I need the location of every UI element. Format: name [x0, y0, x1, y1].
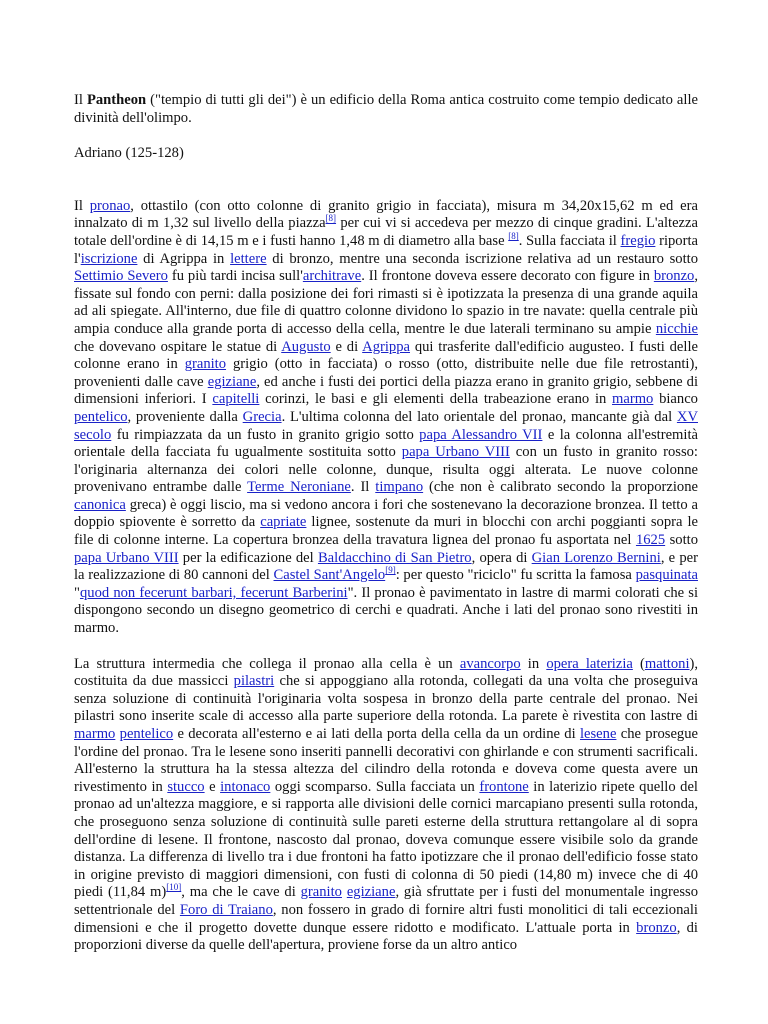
- text-run: , e per la realizzazione di 80 cannoni del: [74, 549, 699, 584]
- text-run: , ed anche i fusti dei portici della piazza erano in granito grigio, sebbene di dimensioni inferiori. I: [74, 373, 699, 408]
- text-run: in: [520, 655, 547, 672]
- wiki-link[interactable]: timpano: [375, 479, 424, 496]
- wiki-link[interactable]: 1625: [635, 532, 666, 549]
- paragraph-pronao: [74, 198, 698, 638]
- text-run: grigio (otto in facciata) o rosso (otto, distribuite nelle due file retrostanti), provenienti dalle cave: [74, 356, 698, 390]
- wiki-link[interactable]: Terme Neroniane: [247, 479, 351, 496]
- text-run: che dovevano ospitare le statue di: [74, 338, 282, 355]
- text-run: , ma che le cave di: [181, 884, 301, 901]
- text-run: e di: [330, 338, 363, 355]
- text-run: ". Il pronao è pavimentato in lastre di marmi colorati che si dispongono secondo un disegno geometrico di cerchi e quadrati. Anche i lati del pronao sono rivestiti in marmo.: [74, 584, 698, 637]
- wiki-link[interactable]: pentelico: [74, 408, 128, 425]
- text-run: greca) è oggi liscio, ma si vedono ancora i fori che sostenevano la decorazione bronzea. Il tetto a doppio spiovente è sorretto da: [74, 496, 698, 531]
- text-run: Il: [74, 197, 90, 214]
- wiki-link[interactable]: papa Alessandro VII: [419, 426, 543, 443]
- text-run: con un fusto in granito rosso: l'originaria alternanza dei colori nelle colonne, dunque, risulta oggi alterata. Le nuove colonne provenivano entrambe dalle: [74, 444, 698, 496]
- wiki-link[interactable]: Foro di Traiano: [179, 901, 273, 918]
- text-run: di Agrippa in: [137, 250, 231, 267]
- text-run: in laterizio ripete quello del pronao ad un'altezza maggiore, e si rapporta alle divisioni delle cornici marcapiano presenti sulla rotonda, che proseguono senza soluzione di continuità sulle pareti esterne della struttura rettangolare al di sopra dell'ordine di lesene. Il frontone, nascosto dal pronao, doveva comunque essere visibile solo da grande distanza. La differenza di livello tra i due frontoni ha fatto ipotizzare che il pronao dell'edificio fosse stato in origine previsto di maggiori dimensioni, con fusti di colonna di 50 piedi (14,80 m) invece che di 40 piedi (11,84 m): [74, 778, 698, 901]
- wiki-link[interactable]: lesene: [579, 726, 617, 742]
- text-run: sotto: [665, 532, 699, 549]
- text-run: e decorata all'esterno e ai lati della porta della cella da un ordine di: [173, 726, 580, 742]
- wiki-link[interactable]: Settimio Severo: [74, 268, 168, 285]
- wiki-link[interactable]: capitelli: [212, 391, 260, 408]
- text-run: che si appoggiano alla rotonda, collegati da una volta che proseguiva senza soluzione di continuità l'originaria volta sospesa in bronzo della parte centrale del pronao. Nei pilastri sono inserite scale di accesso alla parte superiore della rotonda. La parete è rivestita con lastre di: [74, 673, 698, 725]
- footnote-link[interactable]: [8]: [325, 213, 337, 224]
- text-run: bianco: [653, 391, 698, 408]
- footnote-ref: [166, 882, 181, 892]
- wiki-link[interactable]: marmo: [74, 726, 116, 742]
- text-run: , ottastilo (con otto colonne di granito grigio in facciata), misura m 34,20x15,62 m ed era innalzato di m 1,32 sul livello della piazza: [74, 197, 698, 232]
- text-run: e la colonna all'estremità orientale della facciata fu ugualmente sostituita sotto: [74, 426, 698, 461]
- text-run: , non fossero in grado di fornire altri fusti monolitici di tali eccezionali dimensioni e che il progetto dovette dunque essere ridotto e modificato. L'attuale porta in: [74, 901, 698, 936]
- wiki-link[interactable]: Agrippa: [362, 338, 410, 355]
- text-run: (: [632, 655, 645, 672]
- wiki-link[interactable]: pilastri: [233, 673, 275, 690]
- footnote-ref: [326, 214, 337, 224]
- wiki-link[interactable]: frontone: [479, 778, 529, 795]
- wiki-link[interactable]: papa Urbano VIII: [401, 444, 510, 461]
- text-run: , fissate sul fondo con perni: dalla posizione dei fori rimasti si è ipotizzata la presenza di una grande aquila ad ali spiegate. All'interno, due file di quattro colonne dividono lo spazio in tre navate: quella centrale più ampia conduce alla grande porta di accesso della cella, mentre le due laterali terminano su ampie: [74, 268, 699, 337]
- text-run: fu rimpiazzata da un fusto in granito grigio sotto: [111, 426, 420, 443]
- text-run: , di proporzioni diverse da quelle dell'apertura, proviene forse da un altro antico: [74, 919, 698, 954]
- wiki-link[interactable]: lettere: [230, 250, 267, 267]
- wiki-link[interactable]: Grecia: [242, 408, 282, 425]
- wiki-link[interactable]: iscrizione: [80, 250, 138, 267]
- wiki-link[interactable]: bronzo: [653, 268, 695, 285]
- text-run: riporta l': [74, 232, 698, 267]
- text-run: , proveniente dalla: [127, 408, 243, 425]
- text-run: per cui vi si accedeva per mezzo di cinque gradini. L'altezza totale dell'ordine è di 14,15 m e i fusti hanno 1,48 m di diametro alla base: [74, 215, 698, 249]
- wiki-link[interactable]: XV secolo: [74, 408, 698, 443]
- text-run: : per questo "riciclo" fu scritta la famosa: [395, 567, 636, 584]
- document-body: [74, 84, 698, 955]
- footnote-ref: [385, 565, 396, 575]
- wiki-link[interactable]: Augusto: [281, 338, 331, 355]
- intro-pre: Il: [74, 92, 87, 108]
- wiki-link[interactable]: egiziane: [207, 373, 257, 390]
- wiki-link[interactable]: avancorpo: [459, 655, 521, 672]
- text-run: di bronzo, mentre una seconda iscrizione relativa ad un restauro sotto: [266, 250, 698, 267]
- intro-text: ("tempio di tutti gli dei") è un edificio della Roma antica costruito come tempio dedicato alle divinità dell'olimpo.: [74, 92, 698, 126]
- wiki-link[interactable]: quod non fecerunt barbari, fecerunt Barberini: [79, 584, 348, 601]
- text-run: per la edificazione del: [178, 549, 318, 566]
- text-run: e: [204, 778, 221, 795]
- paragraph-avancorpo: [74, 656, 698, 955]
- text-run: La struttura intermedia che collega il pronao alla cella è un: [74, 655, 460, 672]
- text-run: ), costituita da due massicci: [74, 655, 699, 690]
- wiki-link[interactable]: capriate: [260, 514, 307, 531]
- footnote-ref: [508, 231, 519, 241]
- intro-paragraph: [74, 92, 698, 127]
- text-run: . L'ultima colonna del lato orientale del pronao, mancante già dal: [281, 408, 677, 425]
- text-run: qui trasferite dall'edificio augusteo. I fusti delle colonne erano in: [74, 338, 699, 373]
- wiki-link[interactable]: Gian Lorenzo Bernini: [531, 549, 661, 566]
- wiki-link[interactable]: intonaco: [220, 778, 271, 795]
- intro-title: Pantheon: [86, 92, 147, 108]
- author-line: Adriano (125-128): [74, 145, 184, 162]
- wiki-link[interactable]: egiziane: [346, 884, 396, 901]
- text-run: (che non è calibrato secondo la proporzione: [423, 479, 698, 496]
- wiki-link[interactable]: nicchie: [655, 320, 698, 337]
- text-run: corinzi, le basi e gli elementi della trabeazione erano in: [259, 391, 613, 408]
- wiki-link[interactable]: stucco: [167, 778, 205, 795]
- wiki-link[interactable]: bronzo: [636, 919, 677, 936]
- text-run: oggi scomparso. Sulla facciata un: [270, 778, 480, 795]
- wiki-link[interactable]: granito: [300, 884, 342, 901]
- wiki-link[interactable]: architrave: [302, 268, 362, 285]
- wiki-link[interactable]: fregio: [620, 232, 656, 249]
- footnote-link[interactable]: [10]: [166, 882, 182, 893]
- text-run: lignee, sostenute da muri in blocchi con archi poggianti sopra le file di colonne interne. La copertura bronzea della travatura lignea del pronao fu asportata nel: [74, 514, 698, 549]
- text-run: . Sulla facciata il: [518, 232, 621, 249]
- wiki-link[interactable]: marmo: [612, 391, 654, 408]
- footnote-link[interactable]: [8]: [508, 231, 519, 242]
- text-run: . Il frontone doveva essere decorato con figure in: [361, 268, 654, 285]
- wiki-link[interactable]: mattoni: [644, 655, 690, 672]
- text-run: , già sfruttate per i fusti del monumentale ingresso settentrionale del: [74, 884, 698, 918]
- wiki-link[interactable]: pentelico: [119, 726, 174, 742]
- wiki-link[interactable]: pronao: [89, 197, 131, 214]
- wiki-link[interactable]: papa Urbano VIII: [74, 549, 179, 566]
- wiki-link[interactable]: opera laterizia: [546, 655, 633, 672]
- wiki-link[interactable]: pasquinata: [635, 567, 698, 584]
- wiki-link[interactable]: granito: [184, 356, 227, 373]
- text-run: che prosegue l'ordine del pronao. Tra le lesene sono inseriti pannelli decorativi con ghirlande e con strumenti sacrificali. All'esterno la struttura ha la stessa altezza del cilindro della rotonda e doveva come questa avere un rivestimento in: [74, 726, 698, 795]
- footnote-link[interactable]: [9]: [385, 565, 396, 576]
- text-run: ": [74, 584, 80, 601]
- text-run: . Il: [350, 479, 376, 496]
- wiki-link[interactable]: Baldacchino di San Pietro: [317, 549, 472, 566]
- wiki-link[interactable]: Castel Sant'Angelo: [273, 567, 386, 584]
- text-run: , opera di: [471, 549, 532, 566]
- text-run: fu più tardi incisa sull': [167, 268, 303, 285]
- wiki-link[interactable]: canonica: [74, 496, 126, 513]
